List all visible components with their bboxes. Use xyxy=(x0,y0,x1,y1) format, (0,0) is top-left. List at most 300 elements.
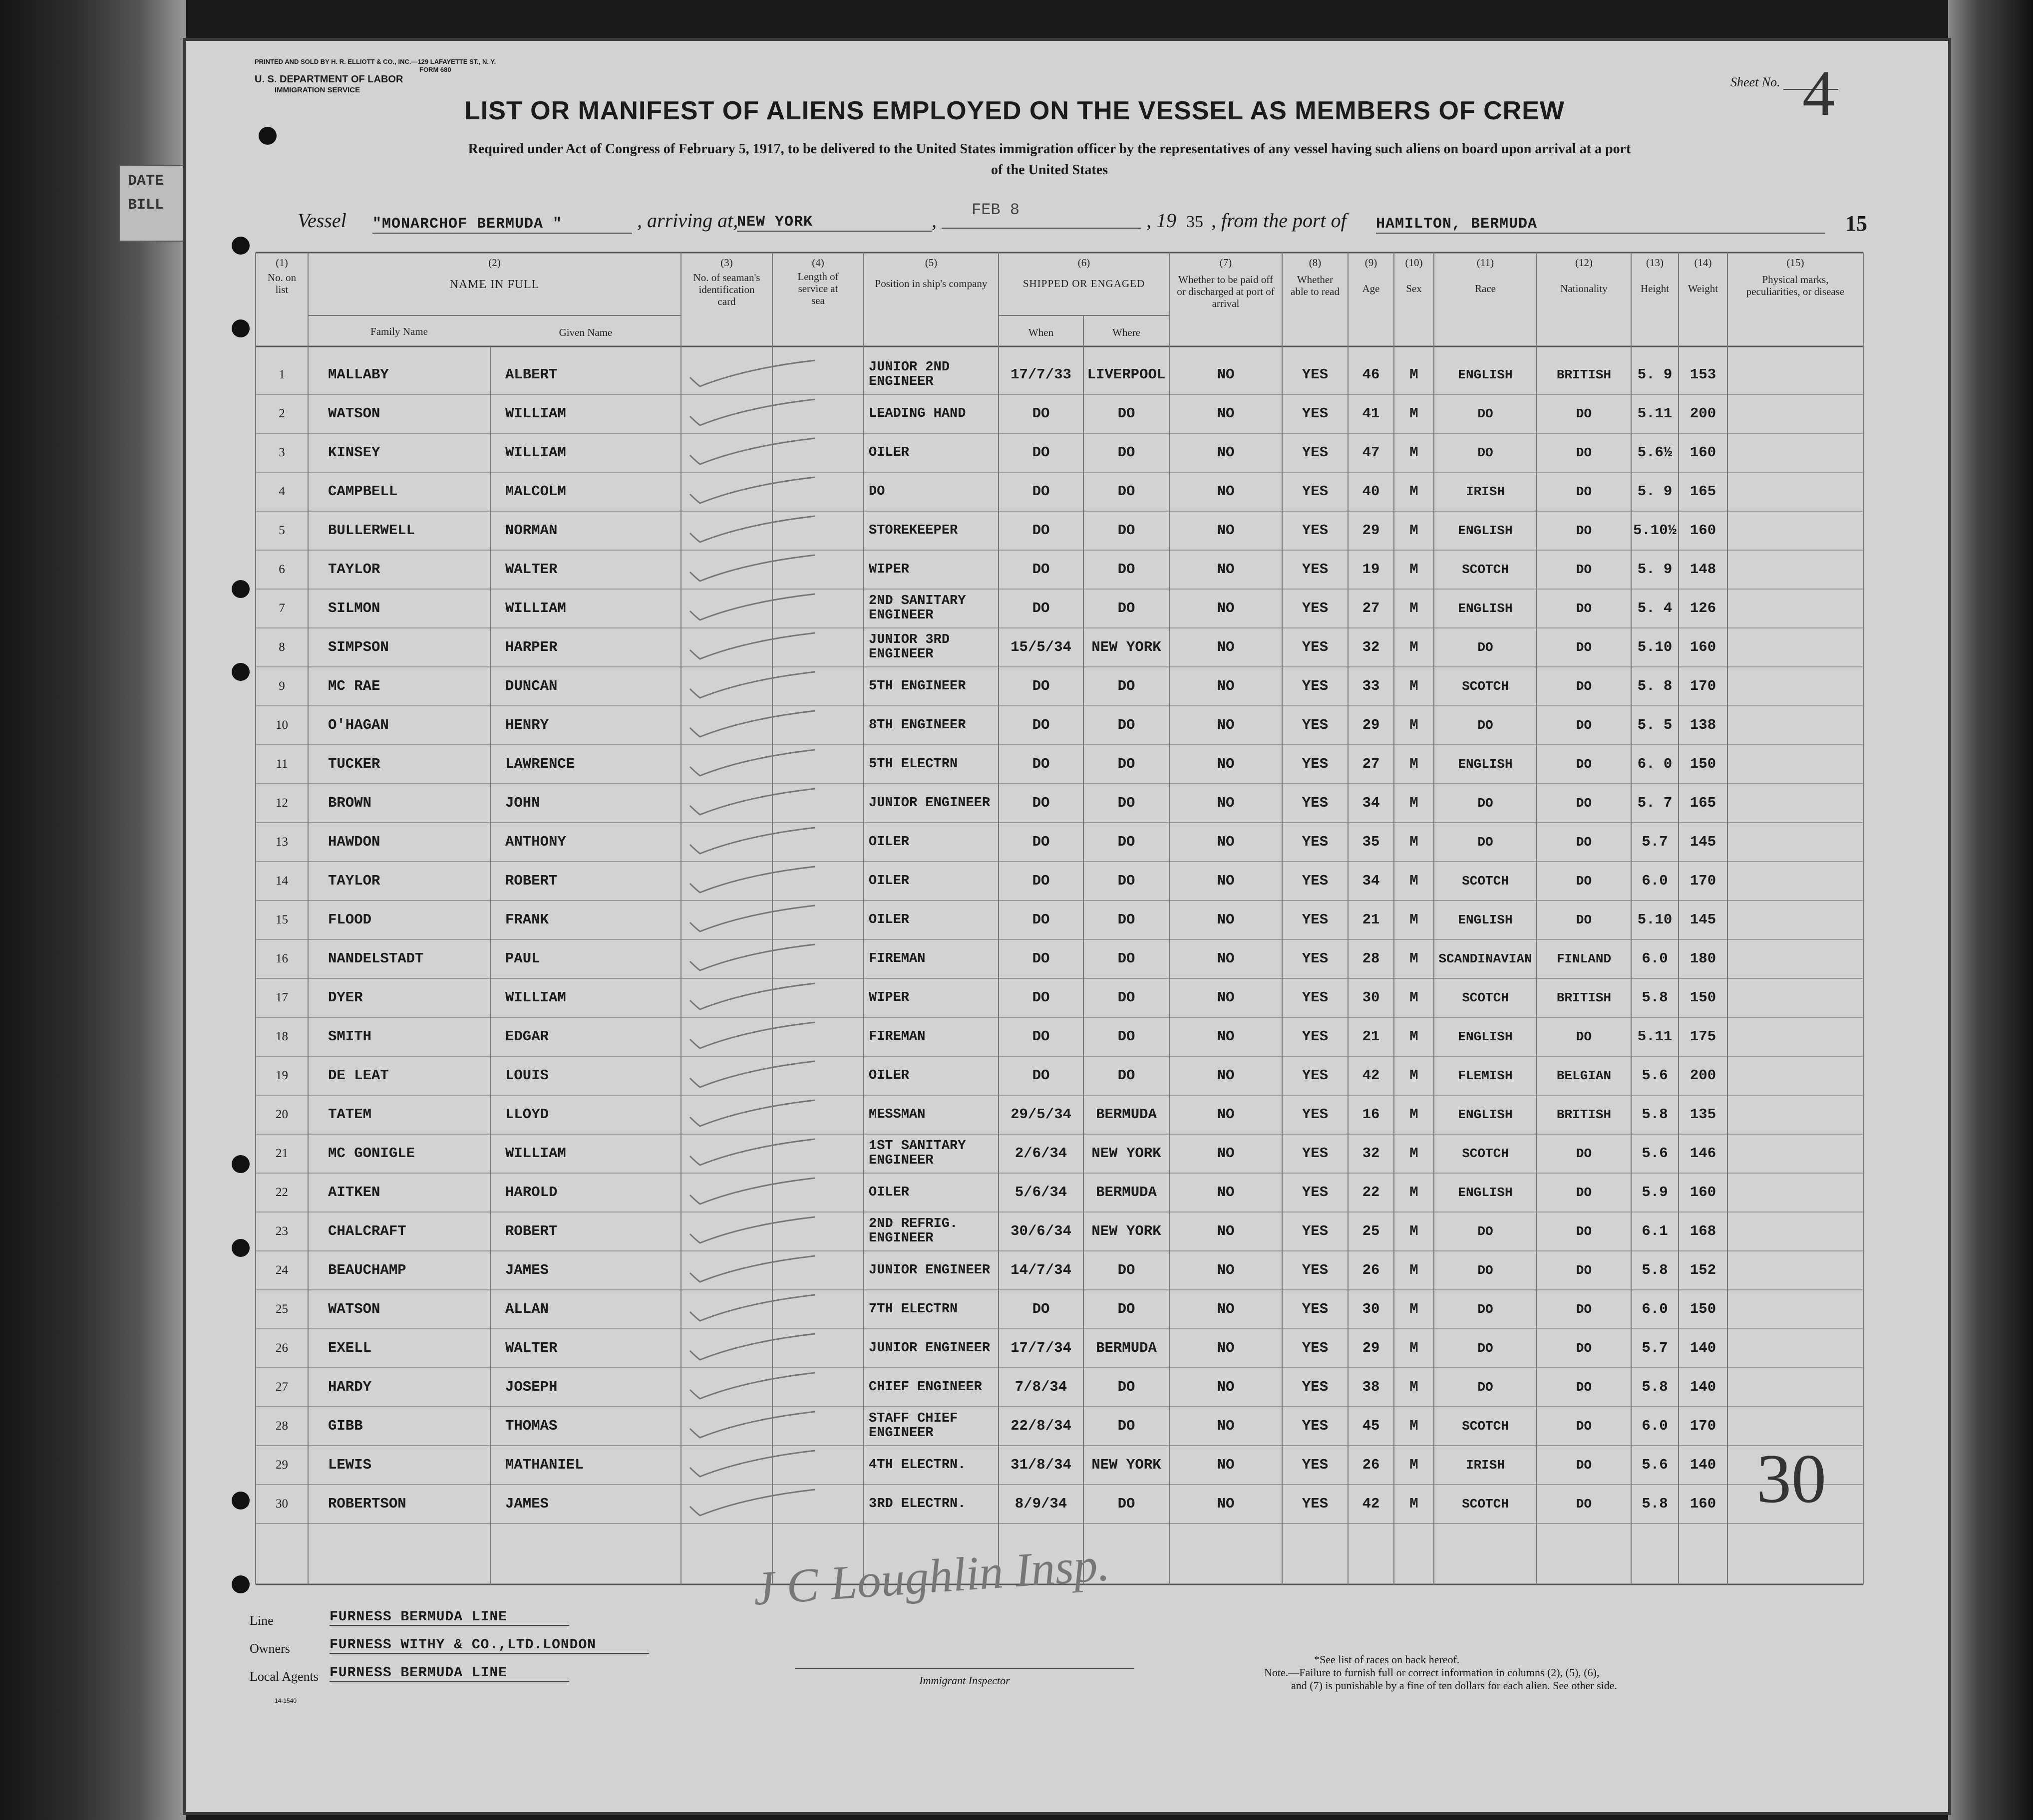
check-mark xyxy=(685,748,825,783)
cell-nationality: DO xyxy=(1576,757,1592,772)
cell-age: 38 xyxy=(1362,1379,1380,1395)
cell-position: JUNIOR 2ND ENGINEER xyxy=(869,360,950,389)
cell-weight: 146 xyxy=(1690,1145,1716,1162)
cell-given-name: DUNCAN xyxy=(505,678,558,694)
sheet-label: Sheet No. xyxy=(1730,75,1780,89)
cell-shipped-where: DO xyxy=(1117,1496,1135,1512)
cell-race: DO xyxy=(1477,796,1493,811)
cell-family-name: O'HAGAN xyxy=(328,717,389,733)
cell-paid-off: NO xyxy=(1217,1145,1235,1162)
cell-nationality: DO xyxy=(1576,1302,1592,1317)
cell-shipped-when: DO xyxy=(1032,1301,1050,1317)
cell-paid-off: NO xyxy=(1217,1106,1235,1123)
table-row xyxy=(186,784,1948,823)
cell-height: 5.10 xyxy=(1637,639,1673,655)
check-mark xyxy=(685,709,825,744)
cell-family-name: FLOOD xyxy=(328,911,372,928)
cell-position: WIPER xyxy=(869,562,910,577)
cell-able-to-read: YES xyxy=(1302,756,1329,772)
cell-nationality: DO xyxy=(1576,1224,1592,1239)
cell-height: 6.1 xyxy=(1642,1223,1668,1239)
cell-given-name: JAMES xyxy=(505,1496,549,1512)
cell-able-to-read: YES xyxy=(1302,522,1329,539)
cell-age: 41 xyxy=(1362,405,1380,422)
cell-race: ENGLISH xyxy=(1458,1185,1513,1200)
cell-position: 3RD ELECTRN. xyxy=(869,1496,966,1512)
cell-weight: 170 xyxy=(1690,1418,1716,1434)
cell-able-to-read: YES xyxy=(1302,950,1329,967)
cell-row-number: 21 xyxy=(276,1147,288,1160)
cell-sex: M xyxy=(1409,405,1418,422)
cell-race: DO xyxy=(1477,835,1493,850)
table-row xyxy=(186,628,1948,667)
cell-paid-off: NO xyxy=(1217,795,1235,811)
cell-height: 6.0 xyxy=(1642,1301,1668,1317)
cell-weight: 168 xyxy=(1690,1223,1716,1239)
cell-family-name: DYER xyxy=(328,989,363,1006)
cell-row-number: 30 xyxy=(276,1497,288,1511)
cell-able-to-read: YES xyxy=(1302,1340,1329,1356)
cell-height: 5.8 xyxy=(1642,1262,1668,1278)
cell-sex: M xyxy=(1409,483,1418,500)
cell-height: 5. 5 xyxy=(1637,717,1673,733)
check-mark xyxy=(685,1332,825,1367)
cell-family-name: LEWIS xyxy=(328,1457,372,1473)
cell-nationality: DO xyxy=(1576,679,1592,694)
cell-family-name: WATSON xyxy=(328,1301,380,1317)
cell-weight: 153 xyxy=(1690,366,1716,383)
table-row xyxy=(186,667,1948,706)
cell-family-name: TUCKER xyxy=(328,756,380,772)
cell-race: SCOTCH xyxy=(1462,1419,1509,1434)
cell-race: ENGLISH xyxy=(1458,1107,1513,1122)
cell-row-number: 1 xyxy=(279,368,285,381)
cell-able-to-read: YES xyxy=(1302,1262,1329,1278)
table-row xyxy=(186,394,1948,433)
cell-shipped-when: 17/7/33 xyxy=(1011,366,1071,383)
col-header-age xyxy=(1348,257,1394,295)
cell-able-to-read: YES xyxy=(1302,366,1329,383)
check-mark xyxy=(685,1488,825,1522)
cell-shipped-when: DO xyxy=(1032,795,1050,811)
cell-nationality: FINLAND xyxy=(1556,951,1612,966)
cell-family-name: KINSEY xyxy=(328,444,380,461)
cell-weight: 180 xyxy=(1690,950,1716,967)
cell-height: 5. 8 xyxy=(1637,678,1673,694)
cell-height: 5. 9 xyxy=(1637,366,1673,383)
cell-row-number: 11 xyxy=(276,757,288,771)
cell-nationality: DO xyxy=(1576,1341,1592,1356)
check-mark xyxy=(685,358,825,393)
col-race-label: Race xyxy=(1475,283,1496,295)
cell-race: ENGLISH xyxy=(1458,1029,1513,1044)
col-height-number: (13) xyxy=(1646,257,1664,269)
cell-sex: M xyxy=(1409,989,1418,1006)
cell-paid-off: NO xyxy=(1217,1262,1235,1278)
cell-shipped-when: 17/7/34 xyxy=(1011,1340,1071,1356)
table-row xyxy=(186,862,1948,901)
cell-row-number: 23 xyxy=(276,1224,288,1238)
table-row xyxy=(186,823,1948,862)
cell-row-number: 8 xyxy=(279,640,285,654)
cell-sex: M xyxy=(1409,950,1418,967)
cell-given-name: WILLIAM xyxy=(505,989,566,1006)
cell-position: 2ND REFRIG. ENGINEER xyxy=(869,1216,958,1246)
cell-shipped-when: DO xyxy=(1032,950,1050,967)
cell-weight: 200 xyxy=(1690,1067,1716,1084)
cell-race: DO xyxy=(1477,640,1493,655)
table-row xyxy=(186,589,1948,628)
table-row xyxy=(186,1329,1948,1368)
cell-paid-off: NO xyxy=(1217,1028,1235,1045)
check-mark xyxy=(685,1020,825,1055)
cell-shipped-where: DO xyxy=(1117,678,1135,694)
col-position-number: (5) xyxy=(925,257,938,269)
cell-race: DO xyxy=(1477,1341,1493,1356)
col-header-shipped xyxy=(999,257,1169,290)
cell-given-name: ALBERT xyxy=(505,366,558,383)
cell-shipped-where: DO xyxy=(1117,483,1135,500)
cell-family-name: HAWDON xyxy=(328,834,380,850)
cell-paid-off: NO xyxy=(1217,639,1235,655)
cell-weight: 160 xyxy=(1690,522,1716,539)
col-header-nationality xyxy=(1537,257,1631,295)
cell-family-name: SMITH xyxy=(328,1028,372,1045)
cell-age: 22 xyxy=(1362,1184,1380,1201)
table-row xyxy=(186,1368,1948,1407)
cell-height: 5.7 xyxy=(1642,834,1668,850)
cell-paid-off: NO xyxy=(1217,873,1235,889)
cell-given-name: HAROLD xyxy=(505,1184,558,1201)
check-mark xyxy=(685,397,825,432)
cell-position: STAFF CHIEF ENGINEER xyxy=(869,1411,958,1441)
cell-paid-off: NO xyxy=(1217,678,1235,694)
cell-paid-off: NO xyxy=(1217,1457,1235,1473)
vessel-name: "MONARCHOF BERMUDA " xyxy=(372,216,632,234)
cell-nationality: DO xyxy=(1576,1458,1592,1473)
table-row xyxy=(186,1485,1948,1523)
cell-shipped-when: DO xyxy=(1032,444,1050,461)
cell-given-name: WILLIAM xyxy=(505,600,566,616)
cell-row-number: 26 xyxy=(276,1341,288,1355)
cell-paid-off: NO xyxy=(1217,1496,1235,1512)
cell-sex: M xyxy=(1409,1340,1418,1356)
check-mark xyxy=(685,1410,825,1445)
cell-height: 6.0 xyxy=(1642,873,1668,889)
cell-weight: 160 xyxy=(1690,1184,1716,1201)
cell-given-name: JOSEPH xyxy=(505,1379,558,1395)
cell-position: JUNIOR ENGINEER xyxy=(869,1340,991,1356)
cell-age: 34 xyxy=(1362,873,1380,889)
cell-height: 6.0 xyxy=(1642,1418,1668,1434)
cell-sex: M xyxy=(1409,873,1418,889)
check-mark xyxy=(685,981,825,1016)
cell-weight: 170 xyxy=(1690,678,1716,694)
cell-height: 5. 9 xyxy=(1637,561,1673,578)
cell-nationality: DO xyxy=(1576,835,1592,850)
cell-height: 5. 7 xyxy=(1637,795,1673,811)
cell-sex: M xyxy=(1409,834,1418,850)
cell-shipped-where: DO xyxy=(1117,561,1135,578)
note-races: *See list of races on back hereof. xyxy=(1314,1653,1460,1666)
cell-position: 5TH ENGINEER xyxy=(869,678,966,694)
arriving-label: , arriving at, xyxy=(637,209,738,232)
col-position-label: Position in ship's company xyxy=(875,278,988,290)
cell-height: 5.8 xyxy=(1642,1496,1668,1512)
cell-given-name: FRANK xyxy=(505,911,549,928)
crew-table-body xyxy=(186,355,1948,1583)
col-header-height xyxy=(1631,257,1679,295)
cell-position: CHIEF ENGINEER xyxy=(869,1379,982,1395)
cell-nationality: DO xyxy=(1576,562,1592,577)
cell-race: ENGLISH xyxy=(1458,757,1513,772)
table-row xyxy=(186,1134,1948,1173)
footer-form-code: 14-1540 xyxy=(275,1697,297,1704)
date-stamp: FEB 8 xyxy=(972,201,1020,219)
col-shipped-label: SHIPPED OR ENGAGED xyxy=(1022,278,1145,290)
cell-position: 7TH ELECTRN xyxy=(869,1301,958,1317)
cell-shipped-when: DO xyxy=(1032,561,1050,578)
cell-given-name: JAMES xyxy=(505,1262,549,1278)
cell-row-number: 7 xyxy=(279,602,285,615)
col-no-label: No. on list xyxy=(267,272,297,296)
comma-sep: , xyxy=(932,209,937,232)
cell-shipped-where: DO xyxy=(1117,795,1135,811)
check-mark xyxy=(685,904,825,938)
cell-age: 27 xyxy=(1362,600,1380,616)
cell-paid-off: NO xyxy=(1217,717,1235,733)
cell-shipped-when: DO xyxy=(1032,678,1050,694)
cell-sex: M xyxy=(1409,522,1418,539)
cell-age: 42 xyxy=(1362,1496,1380,1512)
check-mark xyxy=(685,1449,825,1484)
cell-row-number: 19 xyxy=(276,1069,288,1082)
cell-shipped-when: DO xyxy=(1032,600,1050,616)
requirement-line-2: of the United States xyxy=(991,162,1108,178)
cell-given-name: THOMAS xyxy=(505,1418,558,1434)
cell-given-name: HENRY xyxy=(505,717,549,733)
cell-position: 1ST SANITARY ENGINEER xyxy=(869,1139,966,1168)
cell-age: 29 xyxy=(1362,1340,1380,1356)
cell-height: 5.11 xyxy=(1637,1028,1673,1045)
cell-weight: 145 xyxy=(1690,911,1716,928)
cell-age: 16 xyxy=(1362,1106,1380,1123)
cell-weight: 135 xyxy=(1690,1106,1716,1123)
cell-weight: 145 xyxy=(1690,834,1716,850)
cell-nationality: DO xyxy=(1576,1497,1592,1512)
cell-shipped-when: DO xyxy=(1032,405,1050,422)
cell-row-number: 6 xyxy=(279,563,285,576)
cell-family-name: WATSON xyxy=(328,405,380,422)
col-read-label: Whether able to read xyxy=(1291,274,1340,298)
cell-given-name: NORMAN xyxy=(505,522,558,539)
sheet-number: 4 xyxy=(1802,57,1835,129)
col-paid-label: Whether to be paid off or discharged at port of arrival xyxy=(1177,274,1275,309)
cell-given-name: ROBERT xyxy=(505,873,558,889)
cell-age: 42 xyxy=(1362,1067,1380,1084)
cell-race: IRISH xyxy=(1465,484,1505,499)
vessel-label: Vessel xyxy=(298,209,346,232)
col-id-number: (3) xyxy=(720,257,733,269)
col-header-name xyxy=(308,257,681,291)
footer-notes xyxy=(1264,1653,1913,1692)
cell-family-name: MC GONIGLE xyxy=(328,1145,415,1162)
right-page-edge xyxy=(1948,0,2033,1820)
cell-height: 5. 4 xyxy=(1637,600,1673,616)
cell-position: OILER xyxy=(869,912,910,927)
check-mark xyxy=(685,553,825,588)
cell-family-name: BEAUCHAMP xyxy=(328,1262,406,1278)
cell-row-number: 28 xyxy=(276,1419,288,1433)
cell-sex: M xyxy=(1409,717,1418,733)
cell-weight: 170 xyxy=(1690,873,1716,889)
cell-given-name: HARPER xyxy=(505,639,558,655)
cell-able-to-read: YES xyxy=(1302,1223,1329,1239)
cell-sex: M xyxy=(1409,1145,1418,1162)
col-id-label: No. of seaman's identification card xyxy=(693,272,760,307)
col-age-number: (9) xyxy=(1364,257,1377,269)
cell-row-number: 25 xyxy=(276,1302,288,1316)
cell-shipped-where: LIVERPOOL xyxy=(1087,366,1166,383)
cell-height: 5. 9 xyxy=(1637,483,1673,500)
cell-shipped-where: DO xyxy=(1117,756,1135,772)
cell-shipped-when: 2/6/34 xyxy=(1015,1145,1067,1162)
cell-nationality: DO xyxy=(1576,1419,1592,1434)
cell-family-name: TAYLOR xyxy=(328,873,380,889)
col-header-sex xyxy=(1394,257,1434,295)
cell-age: 32 xyxy=(1362,639,1380,655)
cell-family-name: EXELL xyxy=(328,1340,372,1356)
col-nationality-number: (12) xyxy=(1575,257,1593,269)
cell-sex: M xyxy=(1409,1106,1418,1123)
cell-shipped-when: 14/7/34 xyxy=(1011,1262,1071,1278)
year-prefix: , 19 xyxy=(1146,209,1176,232)
cell-height: 5.6½ xyxy=(1637,444,1673,461)
cell-height: 6. 0 xyxy=(1637,756,1673,772)
table-row xyxy=(186,978,1948,1017)
cell-nationality: DO xyxy=(1576,1185,1592,1200)
cell-age: 27 xyxy=(1362,756,1380,772)
cell-paid-off: NO xyxy=(1217,834,1235,850)
cell-shipped-where: DO xyxy=(1117,600,1135,616)
cell-sex: M xyxy=(1409,1379,1418,1395)
cell-paid-off: NO xyxy=(1217,600,1235,616)
cell-given-name: JOHN xyxy=(505,795,540,811)
cell-shipped-where: DO xyxy=(1117,1067,1135,1084)
cell-weight: 150 xyxy=(1690,1301,1716,1317)
check-mark xyxy=(685,1371,825,1406)
cell-sex: M xyxy=(1409,1301,1418,1317)
cell-paid-off: NO xyxy=(1217,950,1235,967)
cell-sex: M xyxy=(1409,444,1418,461)
cell-nationality: DO xyxy=(1576,912,1592,927)
cell-paid-off: NO xyxy=(1217,1379,1235,1395)
cell-shipped-where: DO xyxy=(1117,1418,1135,1434)
cell-row-number: 5 xyxy=(279,524,285,537)
cell-given-name: LLOYD xyxy=(505,1106,549,1123)
cell-race: ENGLISH xyxy=(1458,523,1513,538)
table-row xyxy=(186,1212,1948,1251)
cell-position: OILER xyxy=(869,445,910,460)
cell-race: SCOTCH xyxy=(1462,562,1509,577)
cell-weight: 160 xyxy=(1690,639,1716,655)
line-label: Line xyxy=(250,1613,274,1628)
cell-sex: M xyxy=(1409,1496,1418,1512)
cell-shipped-where: DO xyxy=(1117,989,1135,1006)
cell-shipped-where: DO xyxy=(1117,444,1135,461)
cell-family-name: NANDELSTADT xyxy=(328,950,424,967)
cell-able-to-read: YES xyxy=(1302,873,1329,889)
cell-sex: M xyxy=(1409,1418,1418,1434)
table-row xyxy=(186,433,1948,472)
check-mark xyxy=(685,1137,825,1172)
cell-nationality: DO xyxy=(1576,1146,1592,1161)
cell-family-name: HARDY xyxy=(328,1379,372,1395)
table-row xyxy=(186,1446,1948,1485)
cell-shipped-where: DO xyxy=(1117,911,1135,928)
col-race-number: (11) xyxy=(1476,257,1494,269)
cell-row-number: 3 xyxy=(279,446,285,459)
cell-position: MESSMAN xyxy=(869,1107,926,1122)
cell-race: DO xyxy=(1477,1263,1493,1278)
cell-position: DO xyxy=(869,484,885,499)
cell-weight: 160 xyxy=(1690,444,1716,461)
cell-position: LEADING HAND xyxy=(869,406,966,421)
table-row xyxy=(186,939,1948,978)
cell-race: SCOTCH xyxy=(1462,1497,1509,1512)
cell-height: 5.8 xyxy=(1642,1379,1668,1395)
cell-family-name: DE LEAT xyxy=(328,1067,389,1084)
cell-shipped-where: NEW YORK xyxy=(1091,639,1161,655)
table-row xyxy=(186,745,1948,784)
cell-race: DO xyxy=(1477,1302,1493,1317)
cell-nationality: BELGIAN xyxy=(1556,1068,1612,1083)
cell-shipped-when: DO xyxy=(1032,1067,1050,1084)
cell-race: ENGLISH xyxy=(1458,912,1513,927)
cell-position: 5TH ELECTRN xyxy=(869,756,958,772)
cell-race: SCOTCH xyxy=(1462,1146,1509,1161)
cell-paid-off: NO xyxy=(1217,405,1235,422)
table-row xyxy=(186,1095,1948,1134)
check-mark xyxy=(685,1176,825,1211)
cell-race: IRISH xyxy=(1465,1458,1505,1473)
cell-weight: 138 xyxy=(1690,717,1716,733)
col-weight-label: Weight xyxy=(1688,283,1718,295)
cell-sex: M xyxy=(1409,756,1418,772)
cell-height: 5.7 xyxy=(1642,1340,1668,1356)
cell-nationality: DO xyxy=(1576,718,1592,733)
cell-family-name: MALLABY xyxy=(328,366,389,383)
cell-shipped-where: DO xyxy=(1117,405,1135,422)
cell-able-to-read: YES xyxy=(1302,834,1329,850)
col-paid-number: (7) xyxy=(1219,257,1232,269)
owners-value: FURNESS WITHY & CO.,LTD.LONDON xyxy=(330,1637,649,1654)
cell-able-to-read: YES xyxy=(1302,1106,1329,1123)
cell-given-name: ROBERT xyxy=(505,1223,558,1239)
check-mark xyxy=(685,514,825,549)
cell-paid-off: NO xyxy=(1217,1301,1235,1317)
cell-able-to-read: YES xyxy=(1302,600,1329,616)
cell-nationality: DO xyxy=(1576,1029,1592,1044)
table-row xyxy=(186,901,1948,939)
col-family-name: Family Name xyxy=(370,325,428,337)
cell-height: 5.9 xyxy=(1642,1184,1668,1201)
from-port: HAMILTON, BERMUDA xyxy=(1376,216,1825,234)
check-mark xyxy=(685,787,825,822)
cell-family-name: ROBERTSON xyxy=(328,1496,406,1512)
cell-nationality: BRITISH xyxy=(1556,367,1612,382)
table-row xyxy=(186,1251,1948,1290)
